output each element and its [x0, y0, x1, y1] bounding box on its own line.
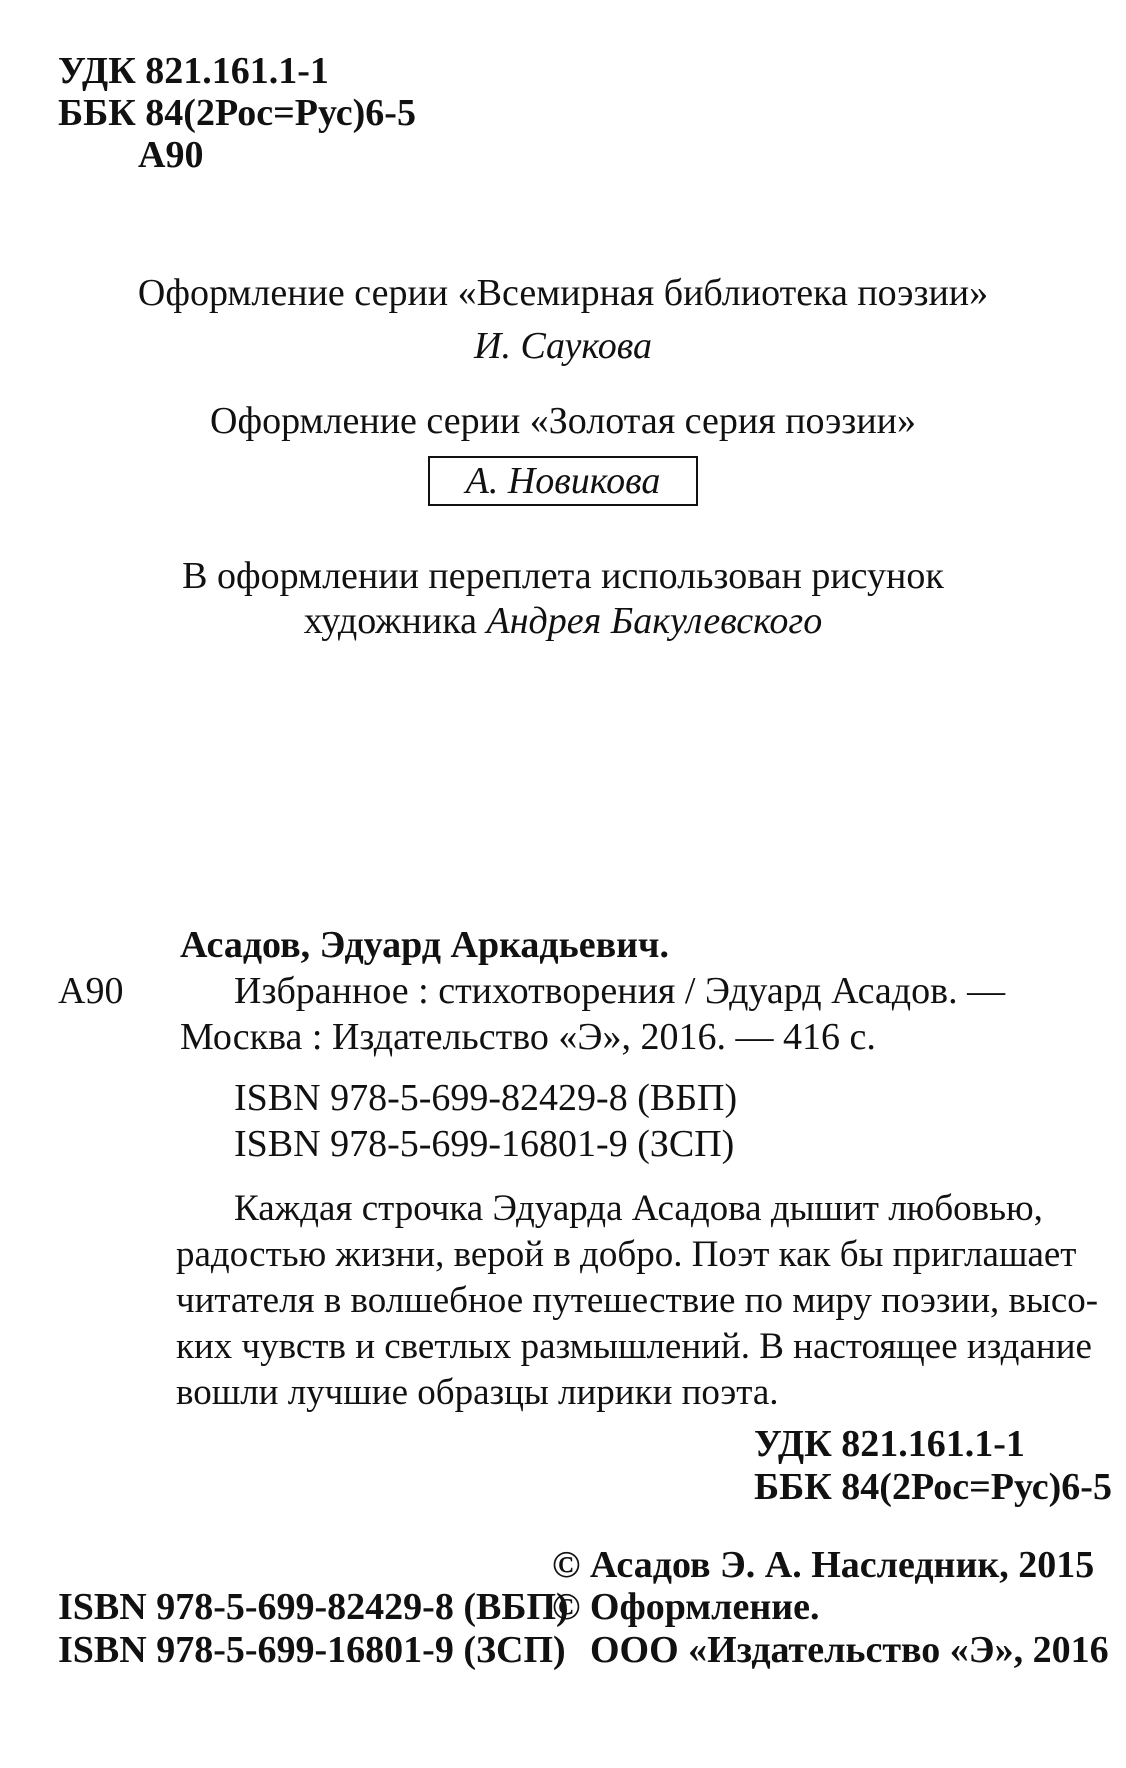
catalog-title-line: Избранное : стихотворения / Эдуард Асадов. — [234, 970, 1006, 1012]
catalog-udk: УДК 821.161.1-1 [754, 1423, 1025, 1465]
catalog-bbk: ББК 84(2Рос=Рус)6-5 [754, 1466, 1112, 1508]
series2-designer: А. Новикова [428, 456, 699, 506]
author-mark-top: А90 [138, 134, 204, 176]
footer-isbn2: ISBN 978-5-699-16801-9 (ЗСП) [58, 1629, 566, 1671]
bbk-top: ББК 84(2Рос=Рус)6-5 [58, 92, 416, 134]
udk-top: УДК 821.161.1-1 [58, 50, 329, 92]
series1-designer: И. Саукова [474, 325, 652, 367]
catalog-author-mark: А90 [58, 970, 124, 1012]
catalog-imprint-line: Москва : Издательство «Э», 2016. — 416 с. [180, 1016, 876, 1058]
catalog-isbn2: ISBN 978-5-699-16801-9 (ЗСП) [234, 1123, 735, 1165]
catalog-isbn1: ISBN 978-5-699-82429-8 (ВБП) [234, 1077, 738, 1119]
series2-credit: Оформление серии «Золотая серия поэзии» [210, 400, 916, 442]
annotation-line-5: вошли лучшие образцы лирики поэта. [176, 1372, 779, 1413]
footer-isbn1: ISBN 978-5-699-82429-8 (ВБП) [58, 1586, 569, 1628]
binding-credit-line2 [0, 598, 1126, 644]
annotation-line-3: читателя в волшебное путешествие по миру поэзии, высо- [176, 1280, 1099, 1321]
annotation-line-4: ких чувств и светлых размышлений. В настоящее издание [176, 1326, 1092, 1367]
binding-artist: Андрея Бакулевского [486, 600, 823, 642]
annotation-line-1: Каждая строчка Эдуарда Асадова дышит любовью, [234, 1188, 1043, 1229]
annotation-line-2: радостью жизни, верой в добро. Поэт как бы приглашает [176, 1234, 1077, 1275]
binding-credit-prefix: художника [303, 600, 477, 642]
series1-credit: Оформление серии «Всемирная библиотека поэзии» [137, 272, 989, 314]
catalog-author-heading: Асадов, Эдуард Аркадьевич. [180, 924, 669, 966]
copyright-publisher: ООО «Издательство «Э», 2016 [590, 1629, 1109, 1671]
binding-credit-line1: В оформлении переплета использован рисунок [182, 555, 944, 597]
copyright-design: © Оформление. [552, 1586, 820, 1628]
series2-designer-box [0, 456, 1126, 506]
copyright-author: © Асадов Э. А. Наследник, 2015 [552, 1544, 1095, 1586]
